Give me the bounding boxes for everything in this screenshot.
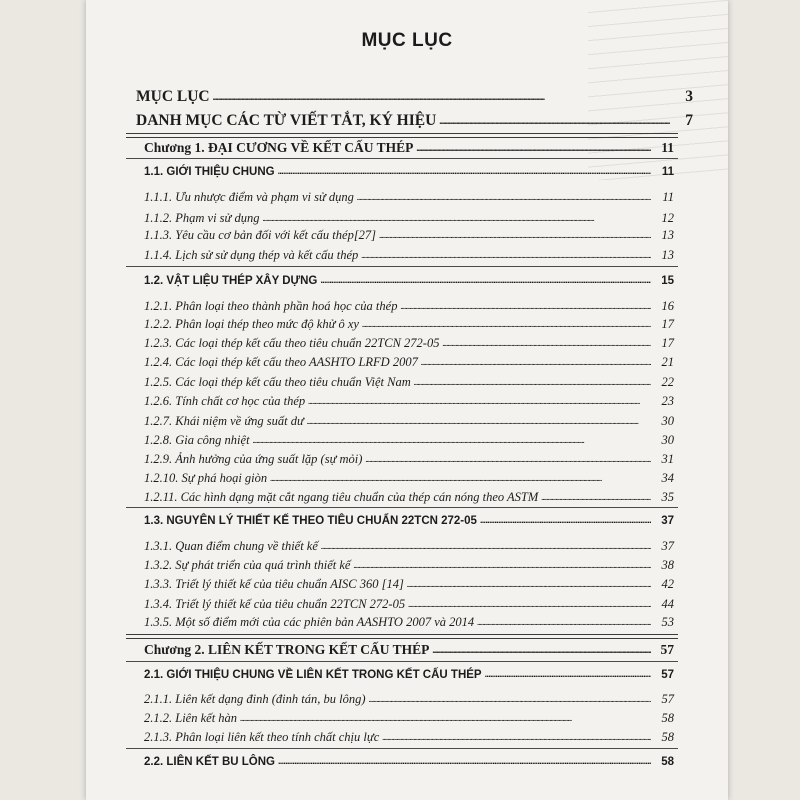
toc-entry-label: 1.2.9. Ảnh hưởng của ứng suất lặp (sự mỏi) (144, 452, 363, 466)
toc-entry-label: Chương 2. LIÊN KẾT TRONG KẾT CẤU THÉP (144, 642, 430, 657)
toc-entry-subsection[interactable] (144, 558, 674, 573)
leader-dots (213, 87, 670, 103)
leader-dots (263, 210, 652, 223)
leader-dots (541, 489, 651, 502)
toc-entry-label: 1.2.6. Tính chất cơ học của thép (144, 394, 306, 408)
toc-entry-subsection[interactable] (144, 711, 674, 726)
toc-entry-page: 30 (661, 433, 674, 447)
toc-entry-page: 17 (661, 336, 674, 350)
toc-entry-page: 30 (661, 414, 674, 428)
toc-entry-subsection[interactable] (144, 539, 674, 554)
toc-entry-subsection[interactable] (144, 394, 674, 409)
toc-entry[interactable] (136, 112, 693, 130)
toc-entry[interactable] (136, 88, 693, 106)
toc-entry-page: 34 (661, 471, 674, 485)
toc-entry-page: 16 (661, 299, 674, 313)
page-title: MỤC LỤC (361, 30, 453, 51)
leader-dots (240, 710, 651, 723)
toc-entry-subsection[interactable] (144, 433, 674, 448)
toc-entry-label: 1.2. VẬT LIỆU THÉP XÂY DỰNG (144, 275, 318, 287)
document-page (86, 0, 728, 800)
toc-entry-section[interactable] (144, 669, 674, 681)
toc-entry-page: 11 (662, 190, 674, 204)
divider (126, 634, 678, 639)
toc-entry-page: 42 (661, 577, 674, 591)
toc-entry-page: 13 (661, 248, 674, 262)
leader-dots (382, 729, 651, 742)
toc-entry-page: 15 (661, 275, 674, 287)
toc-entry-page: 11 (661, 166, 674, 178)
toc-entry-page: 31 (661, 452, 674, 466)
toc-entry-label: 1.2.1. Phân loại theo thành phần hoá học của thép (144, 299, 398, 313)
toc-entry-page: 37 (661, 515, 674, 527)
toc-entry-label: 1.2.11. Các hình dạng mặt cắt ngang tiêu chuẩn của thép cán nóng theo ASTM (144, 490, 539, 504)
toc-entry-page: 21 (661, 355, 674, 369)
toc-entry-label: 1.3.4. Triết lý thiết kế của tiêu chuẩn 22TCN 272-05 (144, 597, 406, 611)
leader-dots (353, 557, 651, 570)
toc-entry-label: 1.3. NGUYÊN LÝ THIẾT KẾ THEO TIÊU CHUẨN 22TCN 272-05 (144, 515, 477, 527)
toc-entry-page: 13 (661, 228, 674, 242)
toc-entry-section[interactable] (144, 166, 674, 178)
divider (126, 507, 678, 508)
toc-entry-chapter[interactable] (144, 642, 674, 658)
leader-dots (442, 335, 651, 348)
toc-entry-subsection[interactable] (144, 228, 674, 243)
toc-entry-label: 2.1.1. Liên kết dạng đinh (đinh tán, bu lông) (144, 692, 366, 706)
toc-entry-label: Chương 1. ĐẠI CƯƠNG VỀ KẾT CẤU THÉP (144, 140, 414, 155)
leader-dots (477, 614, 651, 627)
toc-entry-label: 1.2.2. Phân loại thép theo mức độ khử ô xy (144, 317, 359, 331)
leader-dots (480, 514, 651, 526)
toc-entry-page: 11 (661, 140, 674, 155)
toc-entry-page: 57 (661, 692, 674, 706)
leader-dots (408, 596, 651, 609)
toc-entry-label: 2.1. GIỚI THIỆU CHUNG VỀ LIÊN KẾT TRONG KẾT CẤU THÉP (144, 669, 482, 681)
toc-entry-page: 38 (661, 558, 674, 572)
leader-dots (278, 165, 651, 177)
toc-entry-label: 1.2.3. Các loại thép kết cấu theo tiêu chuẩn 22TCN 272-05 (144, 336, 440, 350)
toc-entry-subsection[interactable] (144, 190, 674, 205)
toc-entry-label: 1.1.4. Lịch sử sử dụng thép và kết cấu thép (144, 248, 359, 262)
toc-entry-page: 57 (661, 669, 674, 681)
toc-entry-label: 2.1.3. Phân loại liên kết theo tính chất chịu lực (144, 730, 380, 744)
leader-dots (414, 374, 651, 387)
toc-entry-section[interactable] (144, 275, 674, 287)
toc-entry-label: 1.2.7. Khái niệm về ứng suất dư (144, 414, 304, 428)
toc-entry-page: 44 (661, 597, 674, 611)
divider (126, 748, 678, 749)
leader-dots (361, 247, 651, 260)
toc-entry-label: 1.3.1. Quan điểm chung về thiết kế (144, 539, 318, 553)
toc-entry-subsection[interactable] (144, 490, 674, 505)
toc-entry-subsection[interactable] (144, 336, 674, 351)
toc-entry-page: 37 (661, 539, 674, 553)
divider (126, 661, 678, 662)
leader-dots (400, 298, 651, 311)
toc-entry-subsection[interactable] (144, 355, 674, 370)
toc-entry-label: 1.2.10. Sự phá hoại giòn (144, 471, 268, 485)
toc-entry-page: 53 (661, 615, 674, 629)
leader-dots (365, 451, 651, 464)
toc-entry-subsection[interactable] (144, 211, 674, 226)
toc-entry-subsection[interactable] (144, 375, 674, 390)
leader-dots (357, 189, 651, 202)
leader-dots (421, 354, 651, 367)
toc-entry-subsection[interactable] (144, 577, 674, 592)
toc-entry-page: 23 (661, 394, 674, 408)
toc-entry-section[interactable] (144, 515, 674, 527)
toc-entry-subsection[interactable] (144, 452, 674, 467)
toc-entry-page: 58 (661, 730, 674, 744)
leader-dots (362, 316, 651, 329)
toc-entry-label: MỤC LỤC (136, 88, 210, 105)
leader-dots (369, 691, 651, 704)
leader-dots (432, 641, 651, 655)
toc-entry-page: 12 (661, 211, 674, 225)
toc-entry-page: 58 (661, 756, 674, 768)
leader-dots (416, 139, 651, 153)
toc-entry-page: 57 (660, 642, 674, 657)
toc-entry-subsection[interactable] (144, 692, 674, 707)
toc-entry-label: 2.1.2. Liên kết hàn (144, 711, 238, 725)
toc-entry-page: 3 (685, 88, 693, 105)
leader-dots (321, 538, 651, 551)
leader-dots (320, 274, 651, 286)
toc-entry-page: 7 (685, 112, 693, 129)
toc-entry-label: 1.1.3. Yêu cầu cơ bản đối với kết cấu thép[27] (144, 228, 377, 242)
toc-entry-page: 22 (661, 375, 674, 389)
toc-entry-subsection[interactable] (144, 414, 674, 429)
toc-entry-label: 1.1. GIỚI THIỆU CHUNG (144, 166, 275, 178)
leader-dots (485, 668, 651, 680)
toc-entry-label: 2.2. LIÊN KẾT BU LÔNG (144, 756, 275, 768)
toc-entry-subsection[interactable] (144, 471, 674, 486)
toc-entry-label: 1.3.2. Sự phát triển của quá trình thiết kế (144, 558, 351, 572)
toc-entry-label: 1.1.1. Ưu nhược điểm và phạm vi sử dụng (144, 190, 354, 204)
toc-entry-subsection[interactable] (144, 730, 674, 745)
divider (126, 158, 678, 159)
toc-entry-subsection[interactable] (144, 248, 674, 263)
toc-entry-label: DANH MỤC CÁC TỪ VIẾT TẮT, KÝ HIỆU (136, 112, 437, 129)
leader-dots (278, 755, 651, 767)
toc-entry-label: 1.1.2. Phạm vi sử dụng (144, 211, 260, 225)
divider (126, 266, 678, 267)
toc-entry-subsection[interactable] (144, 317, 674, 332)
leader-dots (308, 393, 651, 406)
toc-entry-chapter[interactable] (144, 140, 674, 156)
toc-entry-subsection[interactable] (144, 615, 674, 630)
toc-entry-page: 58 (661, 711, 674, 725)
toc-entry-subsection[interactable] (144, 597, 674, 612)
leader-dots (270, 470, 651, 483)
toc-entry-page: 17 (661, 317, 674, 331)
leader-dots (253, 432, 651, 445)
toc-entry-label: 1.2.5. Các loại thép kết cấu theo tiêu chuẩn Việt Nam (144, 375, 411, 389)
toc-entry-page: 35 (661, 490, 674, 504)
leader-dots (407, 576, 651, 589)
leader-dots (379, 227, 651, 240)
toc-entry-label: 1.2.8. Gia công nhiệt (144, 433, 250, 447)
toc-entry-subsection[interactable] (144, 299, 674, 314)
toc-entry-label: 1.3.3. Triết lý thiết kế của tiêu chuẩn AISC 360 [14] (144, 577, 404, 591)
leader-dots (307, 413, 651, 426)
divider (126, 133, 678, 138)
toc-entry-section[interactable] (144, 756, 674, 768)
toc-entry-label: 1.2.4. Các loại thép kết cấu theo AASHTO LRFD 2007 (144, 355, 418, 369)
leader-dots (439, 111, 670, 127)
toc-entry-label: 1.3.5. Một số điểm mới của các phiên bản AASHTO 2007 và 2014 (144, 615, 475, 629)
